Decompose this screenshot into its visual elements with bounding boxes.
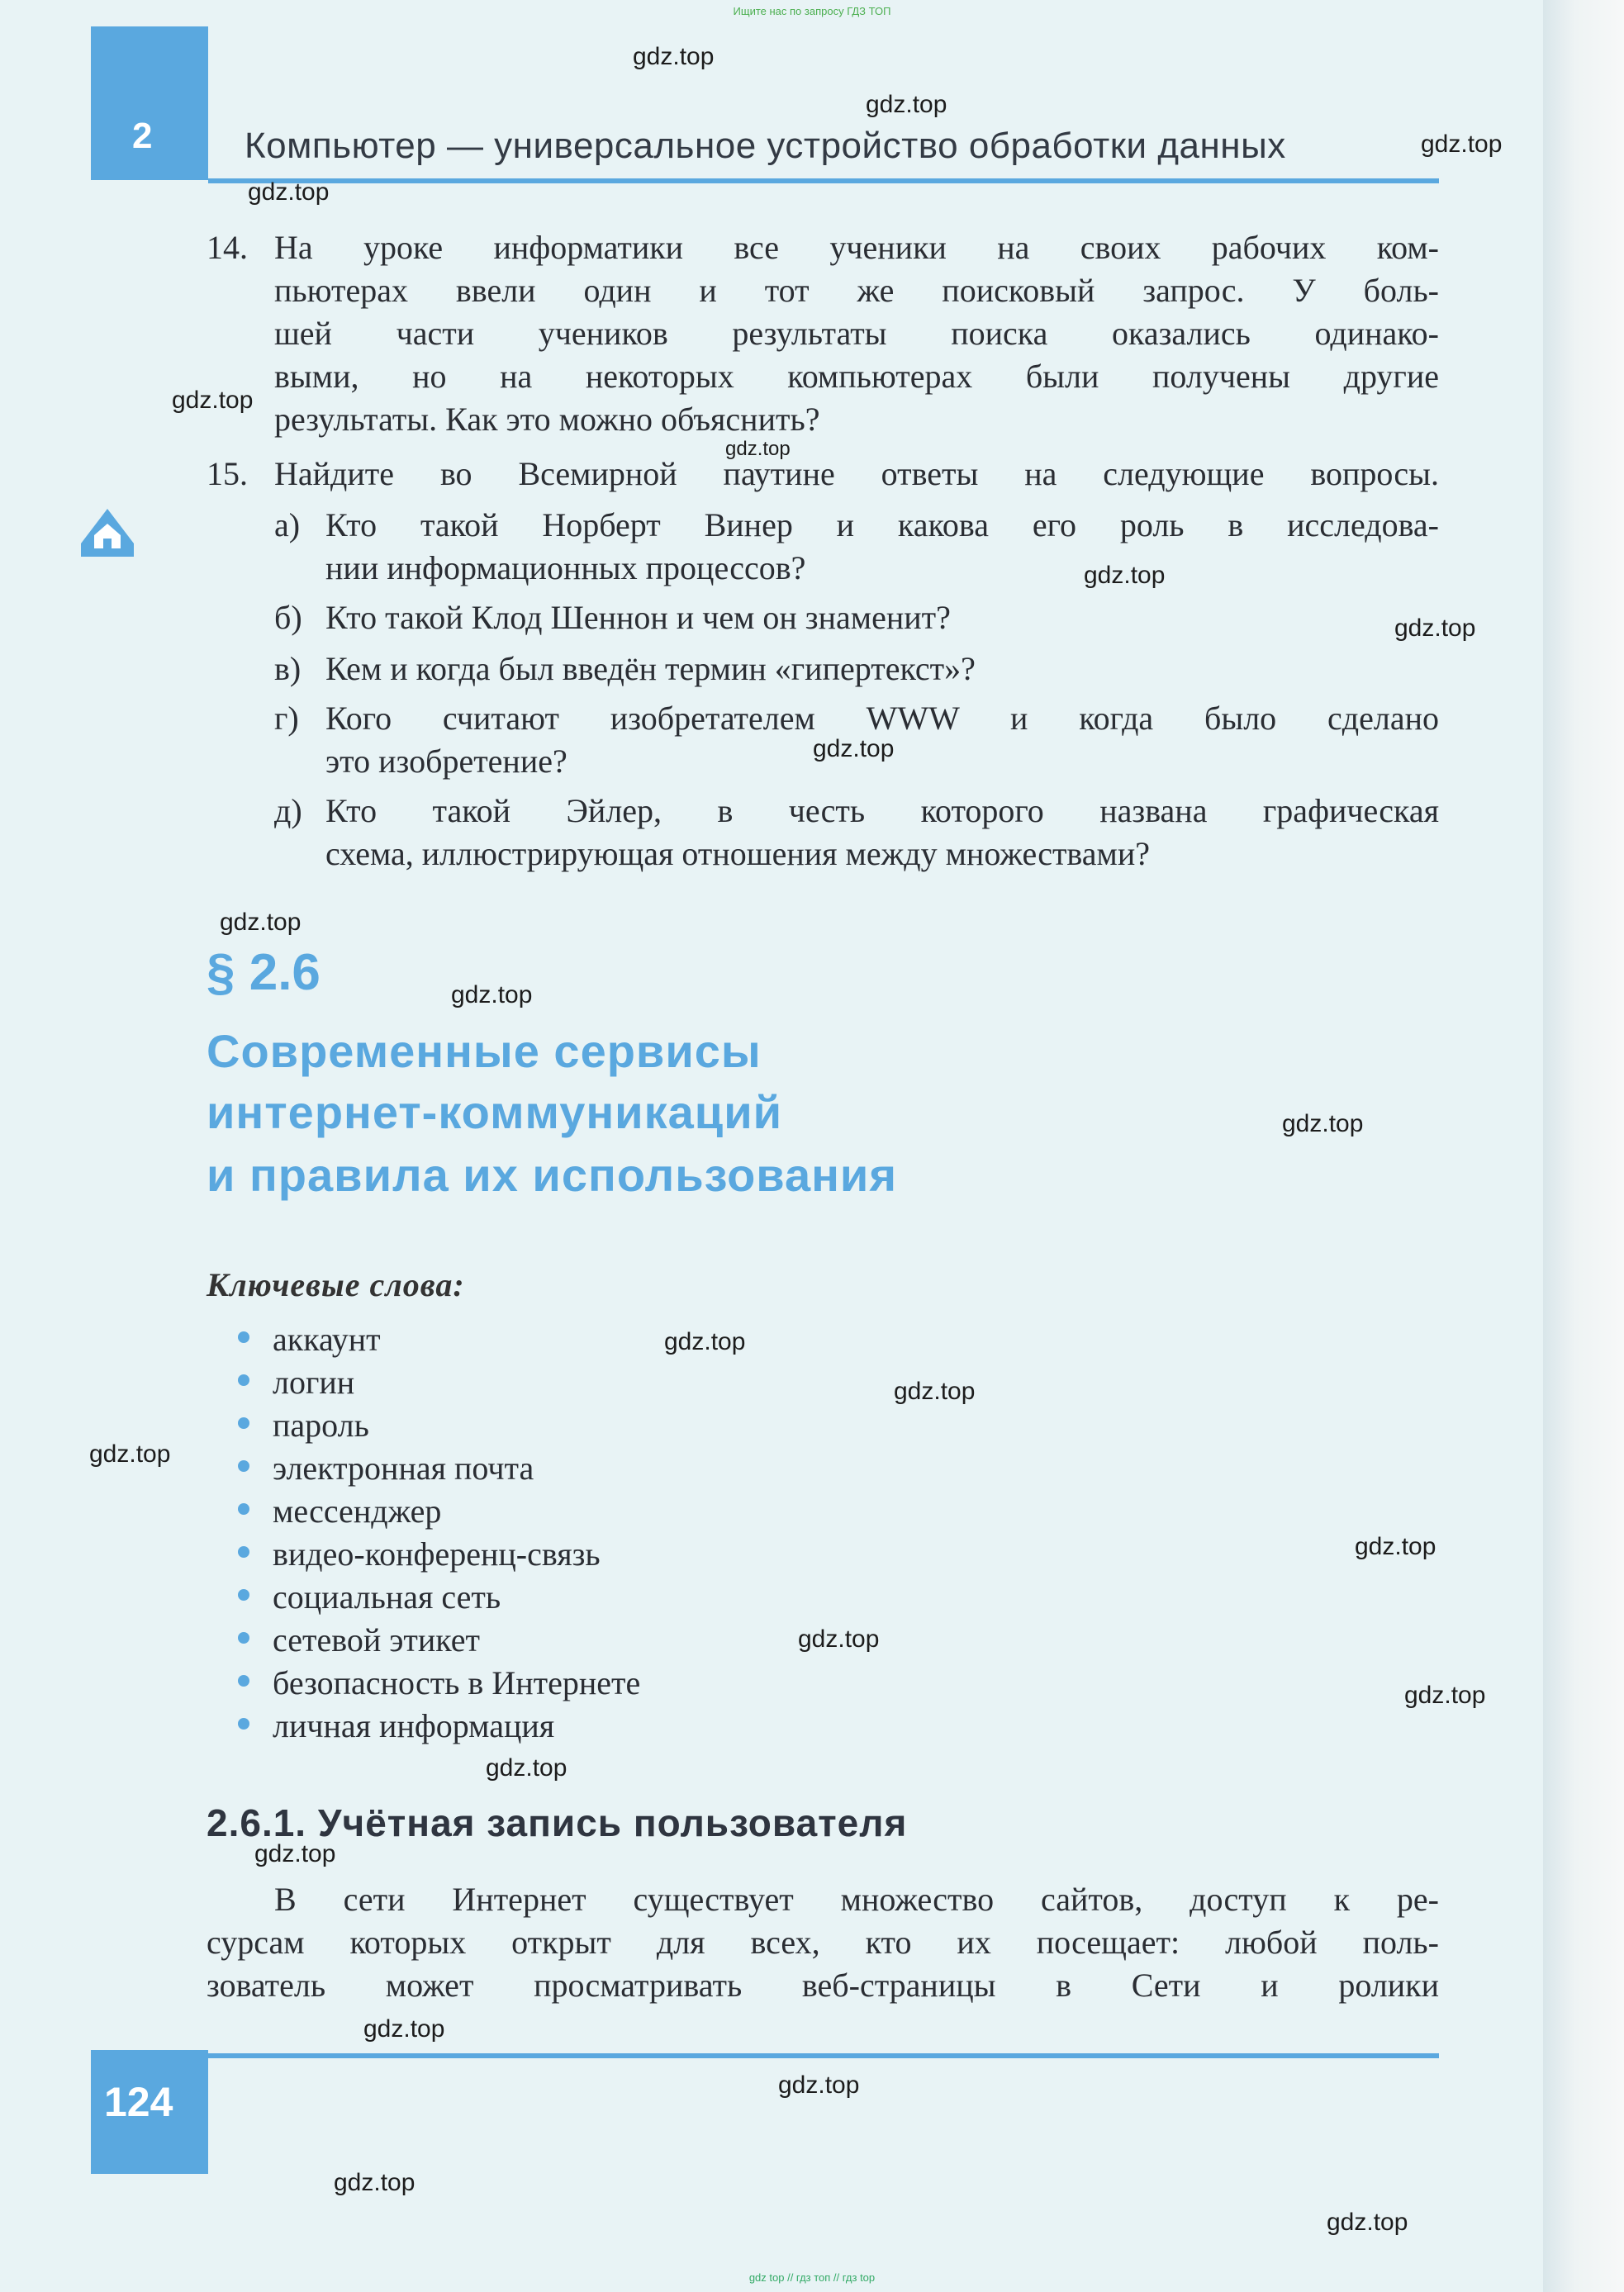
task-14-line: выми, но на некоторых компьютерах были получены другие	[274, 358, 1439, 395]
keyword-item: безопасность в Интернете	[273, 1664, 641, 1701]
task-14-number: 14.	[207, 229, 248, 266]
bullet	[238, 1374, 249, 1386]
task-15-item-line: Кем и когда был введён термин «гипертекст»?	[325, 650, 976, 687]
watermark: gdz.top	[894, 1378, 976, 1405]
task-15-number: 15.	[207, 455, 248, 492]
watermark: gdz.top	[633, 43, 715, 70]
task-14-line: На уроке информатики все ученики на своих рабочих ком-	[274, 229, 1439, 266]
watermark: gdz.top	[220, 909, 302, 936]
keywords-heading: Ключевые слова:	[207, 1266, 465, 1303]
chapter-tab	[91, 26, 208, 180]
keyword-item: личная информация	[273, 1707, 555, 1744]
top-note: Ищите нас по запросу ГДЗ ТОП	[733, 5, 891, 17]
watermark: gdz.top	[363, 2015, 445, 2043]
bullet	[238, 1417, 249, 1429]
home-icon	[79, 507, 135, 558]
keyword-item: электронная почта	[273, 1450, 534, 1487]
task-15-item-line: нии информационных процессов?	[325, 549, 806, 586]
page-edge	[1543, 0, 1624, 2292]
keyword-item: видео-конференц-связь	[273, 1535, 601, 1573]
bullet	[238, 1503, 249, 1515]
body-line: В сети Интернет существует множество сайтов, доступ к ре-	[274, 1881, 1439, 1918]
task-14-line: пьютерах ввели один и тот же поисковый запрос. У боль-	[274, 272, 1439, 309]
task-15-item-line: Кто такой Эйлер, в честь которого названа графическая	[325, 792, 1439, 829]
task-15-item-letter: в)	[274, 650, 302, 687]
body-line: сурсам которых открыт для всех, кто их посещает: любой поль-	[207, 1924, 1439, 1961]
task-15-item-line: это изобретение?	[325, 743, 567, 780]
watermark: gdz.top	[89, 1440, 171, 1468]
task-15-item-line: Кто такой Норберт Винер и какова его роль в исследова-	[325, 506, 1439, 543]
watermark: gdz.top	[798, 1625, 880, 1653]
watermark: gdz.top	[486, 1754, 567, 1782]
task-14-line: шей части учеников результаты поиска оказались одинако-	[274, 315, 1439, 352]
watermark: gdz.top	[172, 387, 254, 414]
watermark: gdz.top	[254, 1840, 336, 1867]
bullet	[238, 1331, 249, 1343]
section-title-line: интернет-коммуникаций	[207, 1086, 783, 1138]
watermark: gdz.top	[813, 735, 895, 762]
bullet	[238, 1546, 249, 1558]
section-number: § 2.6	[207, 944, 321, 1001]
watermark: gdz.top	[1327, 2209, 1408, 2236]
section-title-line: Современные сервисы	[207, 1025, 762, 1077]
subsection-title: 2.6.1. Учётная запись пользователя	[207, 1801, 908, 1844]
page-number: 124	[104, 2079, 173, 2125]
task-15-intro: Найдите во Всемирной паутине ответы на следующие вопросы.	[274, 455, 1439, 492]
bullet	[238, 1632, 249, 1644]
running-header-title: Компьютер — универсальное устройство обработки данных	[245, 126, 1286, 166]
task-15-item-letter: б)	[274, 599, 302, 636]
watermark: gdz.top	[1084, 562, 1166, 589]
task-15-item-letter: а)	[274, 506, 301, 543]
task-15-item-line: Кто такой Клод Шеннон и чем он знаменит?	[325, 599, 951, 636]
bullet	[238, 1675, 249, 1687]
watermark: gdz.top	[334, 2169, 415, 2196]
bullet	[238, 1718, 249, 1730]
header-rule	[208, 178, 1439, 183]
watermark: gdz.top	[664, 1328, 746, 1355]
watermark: gdz.top	[1394, 615, 1476, 642]
watermark: gdz.top	[248, 178, 330, 206]
task-15-item-letter: д)	[274, 792, 302, 829]
body-line: зователь может просматривать веб-страницы в Сети и ролики	[207, 1967, 1439, 2004]
watermark: gdz.top	[1404, 1682, 1486, 1709]
watermark: gdz.top	[725, 438, 791, 460]
watermark: gdz.top	[1421, 130, 1503, 158]
bottom-note: gdz top // гдз топ // гдз top	[748, 2271, 876, 2284]
keyword-item: аккаунт	[273, 1321, 381, 1358]
footer-rule	[208, 2053, 1439, 2058]
watermark: gdz.top	[1355, 1533, 1436, 1560]
bullet	[238, 1589, 249, 1601]
watermark: gdz.top	[778, 2071, 860, 2099]
keyword-item: мессенджер	[273, 1492, 442, 1530]
task-15-item-line: Кого считают изобретателем WWW и когда было сделано	[325, 700, 1439, 737]
bullet	[238, 1460, 249, 1472]
keyword-item: социальная сеть	[273, 1578, 501, 1616]
watermark: gdz.top	[866, 91, 947, 118]
task-14-line: результаты. Как это можно объяснить?	[274, 401, 820, 438]
chapter-number: 2	[132, 116, 153, 156]
keyword-item: логин	[273, 1364, 355, 1401]
task-15-item-line: схема, иллюстрирующая отношения между множествами?	[325, 835, 1151, 872]
task-15-item-letter: г)	[274, 700, 299, 737]
watermark: gdz.top	[451, 981, 533, 1008]
section-title-line: и правила их использования	[207, 1149, 898, 1201]
keyword-item: пароль	[273, 1407, 369, 1444]
keyword-item: сетевой этикет	[273, 1621, 480, 1658]
watermark: gdz.top	[1282, 1110, 1364, 1137]
